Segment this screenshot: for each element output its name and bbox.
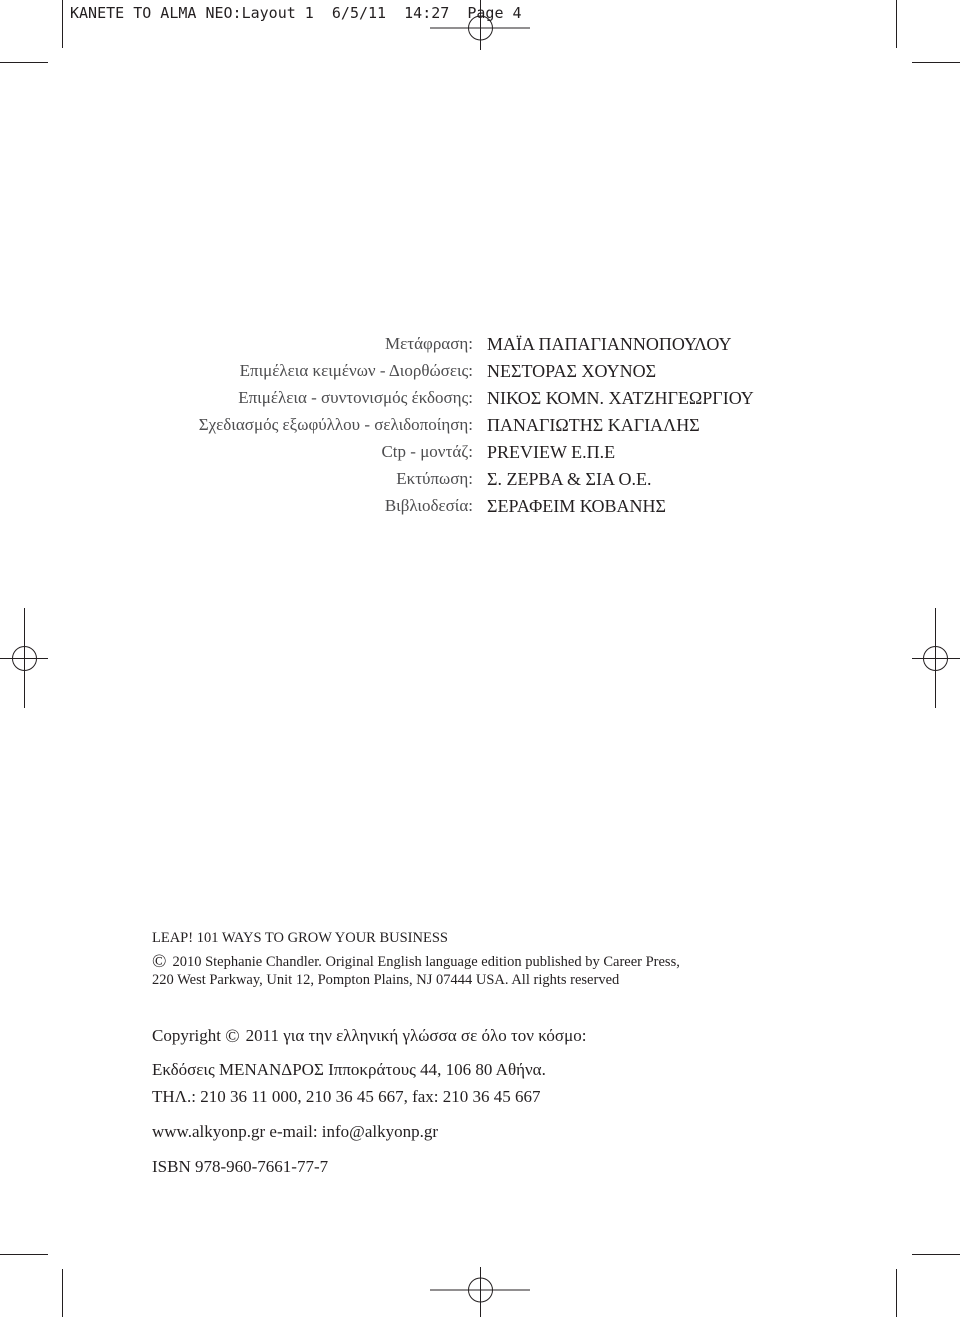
credit-value: ΠΑΝΑΓΙΩΤΗΣ ΚΑΓΙΑΛΗΣ: [487, 415, 700, 435]
credit-coordination: [0, 388, 960, 412]
slug-date: 6/5/11: [331, 4, 387, 22]
phone-line: ΤΗΛ.: 210 36 11 000, 210 36 45 667, fax: 210 36 45 667: [152, 1087, 541, 1106]
original-copyright-text: 2010 Stephanie Chandler. Original English language edition published by Career Press,: [172, 954, 680, 970]
copyright-icon: ©: [152, 951, 167, 972]
original-title: LEAP! 101 WAYS TO GROW YOUR BUSINESS: [152, 930, 448, 946]
slug-file: KANETE TO ALMA NEO:Layout 1: [70, 4, 314, 22]
credit-cover-design: [0, 415, 960, 439]
isbn-line: ISBN 978-960-7661-77-7: [152, 1157, 329, 1176]
credit-translation: [0, 334, 960, 358]
publisher-line: Εκδόσεις ΜΕΝΑΝΔΡΟΣ Ιπποκράτους 44, 106 80 Αθήνα.: [152, 1060, 546, 1079]
credit-value: PREVIEW Ε.Π.Ε: [487, 442, 616, 462]
slug-page: Page 4: [467, 4, 522, 22]
credit-editing: [0, 361, 960, 385]
credit-value: ΣΕΡΑΦΕΙΜ ΚΟΒΑΝΗΣ: [487, 496, 666, 516]
credit-printing: [0, 469, 960, 493]
greek-copyright: [152, 1026, 586, 1048]
slug-time: 14:27: [404, 4, 450, 22]
credit-label: Μετάφραση:: [385, 334, 473, 353]
credit-value: Σ. ΖΕΡΒΑ & ΣΙΑ Ο.Ε.: [487, 469, 652, 489]
greek-copyright-prefix: Copyright: [152, 1026, 221, 1045]
credit-label: Βιβλιοδεσία:: [384, 496, 473, 515]
credit-value: ΝΕΣΤΟΡΑΣ ΧΟΥΝΟΣ: [487, 361, 657, 381]
credit-label: Επιμέλεια - συντονισμός έκδοσης:: [238, 388, 473, 407]
credit-label: Εκτύπωση:: [396, 469, 473, 488]
credit-binding: [0, 496, 960, 520]
credit-value: ΝΙΚΟΣ ΚΟΜΝ. ΧΑΤΖΗΓΕΩΡΓΙΟΥ: [487, 388, 754, 408]
credit-ctp: [0, 442, 960, 466]
credit-label: Επιμέλεια κειμένων - Διορθώσεις:: [239, 361, 473, 380]
credit-label: Σχεδιασμός εξωφύλλου - σελιδοποίηση:: [198, 415, 473, 434]
credit-label: Ctp - μοντάζ:: [381, 442, 473, 461]
copyright-icon: ©: [225, 1026, 240, 1047]
greek-copyright-text: 2011 για την ελληνική γλώσσα σε όλο τον κόσμο:: [245, 1026, 587, 1045]
credit-value: ΜΑΪΑ ΠΑΠΑΓΙΑΝΝΟΠΟΥΛΟΥ: [487, 334, 732, 354]
original-copyright: [152, 951, 680, 973]
original-address: 220 West Parkway, Unit 12, Pompton Plains, NJ 07444 USA. All rights reserved: [152, 972, 620, 988]
web-line: www.alkyonp.gr e-mail: info@alkyonp.gr: [152, 1122, 439, 1141]
